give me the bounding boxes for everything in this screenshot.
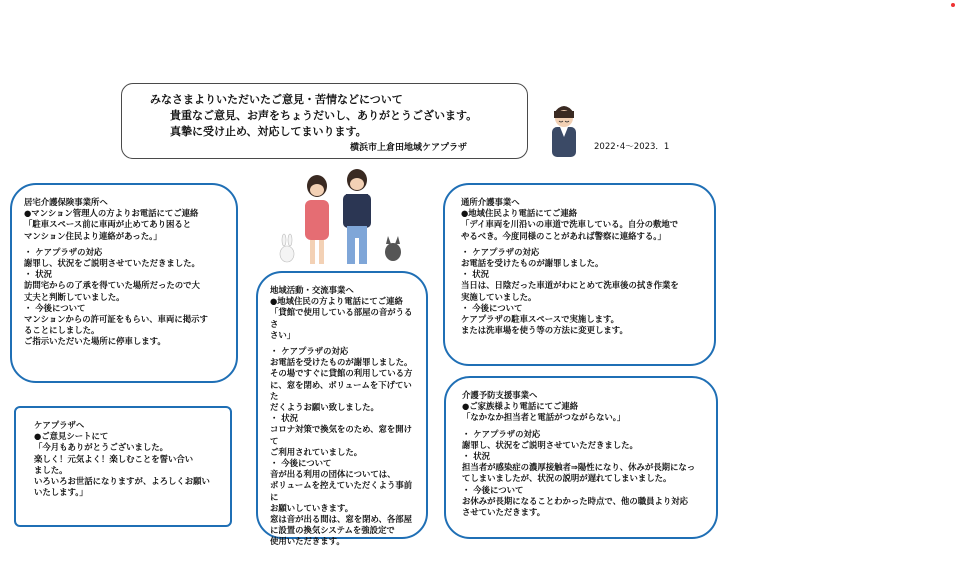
card-line: 音が出る利用の団体については、: [270, 469, 396, 480]
card-line: マンションからの許可証をもらい、車両に掲示す: [24, 314, 208, 325]
card-line: ・ 今後について: [24, 302, 86, 313]
card-line: だくようお願い致しました。: [270, 402, 379, 413]
card-line: ・ ケアプラザの対応: [270, 346, 349, 357]
period-label: 2022･4～2023．1: [594, 142, 670, 152]
card-line: お電話を受けたものが謝罪しました。: [461, 258, 604, 269]
card-line: マンション住民より連絡があった。」: [24, 230, 162, 241]
card-tsusho: [443, 183, 716, 366]
card-line: いろいろお世話になりますが、よろしくお願い: [34, 476, 210, 487]
card-line: ・ 今後について: [270, 458, 332, 469]
header-line-2: 貴重なご意見、お声をちょうだいし、ありがとうございます。: [170, 109, 478, 122]
card-line: 当日は、日陰だった車道がわにとめて洗車後の拭き作業を: [461, 280, 679, 291]
card-line: ・ 今後について: [461, 302, 523, 313]
card-line: 「貸館で使用している部屋の音がうるさ: [270, 307, 413, 329]
card-line: ●地域住民より電話にてご連絡: [461, 208, 578, 219]
card-line: てしまいましたが、状況の説明が遅れてしまいました。: [462, 473, 672, 484]
card-line: ボリュームを控えていただくよう事前に: [270, 480, 413, 502]
card-line: ●地域住民の方より電話にてご連絡: [270, 296, 403, 307]
header-box: [121, 83, 528, 159]
card-line: ケアプラザへ: [34, 420, 85, 430]
card-yobo: [444, 376, 718, 539]
card-line: ・ 状況: [461, 269, 490, 280]
card-line: ・ ケアプラザの対応: [462, 428, 541, 439]
card-line: ・ 状況: [462, 451, 491, 462]
card-chiiki: [256, 271, 428, 547]
card-line: ●マンション管理人の方よりお電話にてご連絡: [24, 208, 199, 219]
org-name: 横浜市上倉田地域ケアプラザ: [350, 143, 468, 153]
card-line: 介護予防支援事業へ: [462, 390, 538, 400]
card-line: に、窓を閉め、ボリュームを下げていた: [270, 379, 412, 401]
card-line: ご指示いただいた場所に停車します。: [24, 336, 166, 347]
card-line: 丈夫と判断していました。: [24, 291, 125, 302]
card-line: 「駐車スペース前に車両が止めてあり困ると: [24, 219, 192, 230]
card-line: 「今月もありがとうございました。: [34, 442, 168, 453]
card-line: ・ ケアプラザの対応: [461, 246, 540, 257]
card-line: コロナ対策で換気をのため、窓を開けて: [270, 424, 413, 446]
card-line: ・ 状況: [24, 269, 53, 280]
card-line: いたします。」: [34, 487, 88, 498]
header-line-3: 真摯に受け止め、対応してまいります。: [170, 125, 367, 138]
card-line: 使用いただきます。: [270, 536, 345, 547]
card-line: させていただきます。: [462, 507, 546, 518]
card-line: お休みが長期になることわかった時点で、他の職員より対応: [462, 495, 688, 506]
card-line: 窓は音が出る間は、窓を閉め、各部屋: [270, 514, 413, 525]
card-line: 地域活動・交流事業へ: [270, 285, 354, 295]
card-line: 謝罪し、状況をご説明させていただきました。: [462, 439, 638, 450]
card-line: 居宅介護保険事業所へ: [24, 197, 108, 207]
card-line: 謝罪し、状況をご説明させていただきました。: [24, 258, 200, 269]
card-line: 「デイ車両を川沿いの車道で洗車している。自分の敷地で: [461, 219, 679, 230]
header-line-1: みなさまよりいただいたご意見・苦情などについて: [150, 93, 403, 106]
card-line: ・ ケアプラザの対応: [24, 246, 103, 257]
card-line: ました。: [34, 464, 68, 475]
card-line: または洗車場を使う等の方法に変更します。: [461, 325, 628, 336]
card-line: 訪問宅からの了承を得ていた場所だったので大: [24, 280, 200, 291]
card-line: ることにしました。: [24, 325, 100, 336]
card-line: ・ 今後について: [462, 484, 524, 495]
card-line: 楽しく！元気よく！楽しむことを誓い合い: [34, 453, 194, 464]
corner-mark: [951, 3, 955, 7]
card-line: ●ご家族様より電話にてご連絡: [462, 401, 579, 412]
card-line: お願いしていきます。: [270, 502, 354, 513]
bowing-staff-illustration: [546, 103, 582, 157]
couple-bowing-illustration: [277, 166, 405, 270]
card-line: ・ 状況: [270, 413, 299, 424]
card-line: お電話を受けたものが謝罪しました。: [270, 357, 413, 368]
card-line: ご利用されていました。: [270, 446, 363, 457]
card-line: に設置の換気システムを強設定で: [270, 525, 395, 536]
card-line: ●ご意見シートにて: [34, 431, 109, 442]
card-line: 「なかなか担当者と電話がつながらない。」: [462, 412, 626, 423]
card-kyotaku: [10, 183, 238, 383]
card-plaza: [14, 406, 232, 527]
card-line: その場ですぐに貸館の利用している方: [270, 368, 413, 379]
card-line: 通所介護事業へ: [461, 197, 520, 207]
card-line: やるべき。今度同様のことがあれば警察に連絡する。」: [461, 230, 666, 241]
card-line: 実施していました。: [461, 291, 537, 302]
card-line: ケアプラザの駐車スペースで実施します。: [461, 314, 620, 325]
card-line: さい」: [270, 329, 296, 340]
card-line: 担当者が感染症の濃厚接触者⇒陽性になり、休みが長期になっ: [462, 462, 696, 473]
